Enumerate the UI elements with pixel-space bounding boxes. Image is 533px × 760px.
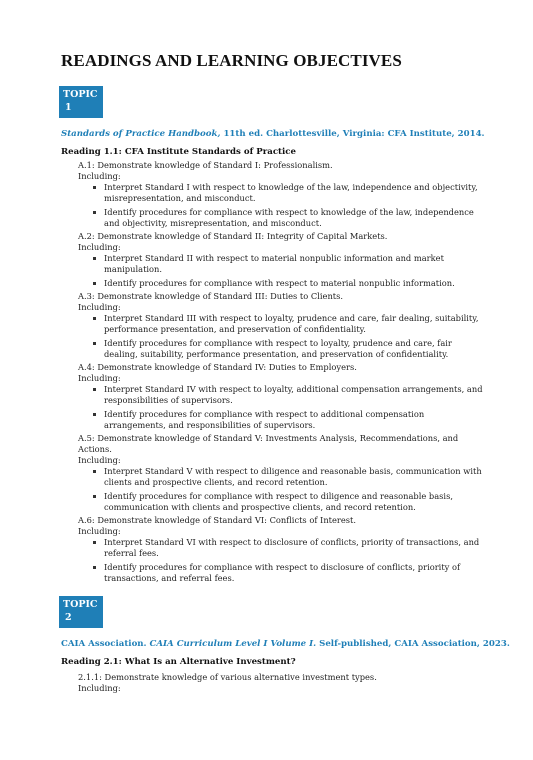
objective-a4-including: Including: bbox=[78, 373, 121, 383]
topic-2-source-publisher: CAIA Association. bbox=[61, 639, 150, 649]
objective-a4-bullet-1-cont: responsibilities of supervisors. bbox=[104, 395, 233, 405]
topic-2-source bbox=[61, 639, 510, 649]
bullet-icon bbox=[93, 495, 96, 498]
objective-a5-bullet-1: Interpret Standard V with respect to diligence and reasonable basis, communication with bbox=[104, 466, 482, 476]
objective-a4-bullet-2-cont: arrangements, and responsibilities of supervisors. bbox=[104, 419, 316, 430]
objective-a6-bullet-2: Identify procedures for compliance with respect to disclosure of conflicts, priority of bbox=[104, 561, 461, 572]
topic-1-source-details: 11th ed. Charlottesville, Virginia: CFA Institute, 2014. bbox=[220, 129, 485, 139]
objective-a6: A.6: Demonstrate knowledge of Standard VI: Conflicts of Interest. bbox=[78, 515, 357, 525]
bullet-icon bbox=[93, 388, 96, 391]
objective-a5-bullet-2-cont: communication with clients and prospective clients, and record retention. bbox=[104, 501, 416, 512]
objective-a4: A.4: Demonstrate knowledge of Standard IV: Duties to Employers. bbox=[78, 362, 357, 372]
bullet-icon bbox=[93, 186, 96, 189]
objective-a2: A.2: Demonstrate knowledge of Standard II: Integrity of Capital Markets. bbox=[78, 231, 388, 241]
objective-a6-bullet-2-cont: transactions, and referral fees. bbox=[104, 572, 235, 583]
bullet-icon bbox=[93, 413, 96, 416]
objective-a6-including: Including: bbox=[78, 526, 121, 536]
topic-1-source bbox=[61, 129, 485, 139]
bullet-icon bbox=[93, 257, 96, 260]
objective-a3-bullet-1: Interpret Standard III with respect to loyalty, prudence and care, fair dealing, suitability, bbox=[104, 313, 479, 323]
objective-a6-bullet-1: Interpret Standard VI with respect to disclosure of conflicts, priority of transactions, and bbox=[104, 537, 480, 547]
topic-1-label: TOPIC bbox=[63, 89, 98, 100]
page-title: READINGS AND LEARNING OBJECTIVES bbox=[61, 51, 402, 70]
topic-2-badge bbox=[59, 596, 103, 628]
bullet-icon bbox=[93, 541, 96, 544]
objective-a1-bullet-2: Identify procedures for compliance with respect to knowledge of the law, independence bbox=[104, 206, 474, 217]
bullet-icon bbox=[93, 470, 96, 473]
objective-a5-bullet-1-cont: clients and prospective clients, and record retention. bbox=[104, 477, 328, 487]
bullet-icon bbox=[93, 317, 96, 320]
objective-a4-bullet-1: Interpret Standard IV with respect to loyalty, additional compensation arrangements, and bbox=[104, 384, 483, 394]
topic-2-label: TOPIC bbox=[63, 599, 98, 610]
objective-a2-bullet-2: Identify procedures for compliance with respect to material nonpublic information. bbox=[104, 277, 455, 288]
objective-a5-bullet-2: Identify procedures for compliance with respect to diligence and reasonable basis, bbox=[104, 490, 453, 501]
objective-a5-including: Including: bbox=[78, 455, 121, 465]
objective-a6-bullet-1-cont: referral fees. bbox=[104, 548, 159, 558]
bullet-icon bbox=[93, 342, 96, 345]
topic-1-badge bbox=[59, 86, 103, 118]
topic-2-source-details: Self-published, CAIA Association, 2023. bbox=[316, 639, 510, 649]
objective-a3-bullet-2-cont: dealing, suitability, performance presentation, and preservation of confidentiality. bbox=[104, 348, 449, 359]
objective-a3-including: Including: bbox=[78, 302, 121, 312]
topic-2-number: 2 bbox=[65, 612, 72, 623]
objective-a1-bullet-2-cont: and objectivity, misrepresentation, and misconduct. bbox=[104, 217, 322, 228]
objective-a1-bullet-1-cont: misrepresentation, and misconduct. bbox=[104, 193, 256, 203]
objective-a1-including: Including: bbox=[78, 171, 121, 181]
objective-2-1-1: 2.1.1: Demonstrate knowledge of various alternative investment types. bbox=[78, 672, 377, 682]
objective-a2-bullet-1: Interpret Standard II with respect to material nonpublic information and market bbox=[104, 253, 444, 263]
objective-2-1-1-including: Including: bbox=[78, 683, 121, 693]
objective-a1-bullet-1: Interpret Standard I with respect to knowledge of the law, independence and objectivity, bbox=[104, 182, 478, 192]
objective-a2-bullet-1-cont: manipulation. bbox=[104, 264, 163, 274]
topic-1-source-title: Standards of Practice Handbook, bbox=[61, 129, 221, 139]
objective-a3: A.3: Demonstrate knowledge of Standard III: Duties to Clients. bbox=[78, 291, 344, 301]
reading-1-1-heading: Reading 1.1: CFA Institute Standards of Practice bbox=[61, 147, 296, 157]
objective-a2-including: Including: bbox=[78, 242, 121, 252]
bullet-icon bbox=[93, 566, 96, 569]
topic-1-number: 1 bbox=[65, 102, 72, 113]
objective-a5-cont: Actions. bbox=[78, 444, 112, 454]
bullet-icon bbox=[93, 211, 96, 214]
bullet-icon bbox=[93, 282, 96, 285]
objective-a1: A.1: Demonstrate knowledge of Standard I: Professionalism. bbox=[78, 160, 333, 170]
objective-a3-bullet-1-cont: performance presentation, and preservation of confidentiality. bbox=[104, 324, 366, 334]
objective-a3-bullet-2: Identify procedures for compliance with respect to loyalty, prudence and care, fair bbox=[104, 337, 452, 348]
objective-a4-bullet-2: Identify procedures for compliance with respect to additional compensation bbox=[104, 408, 425, 419]
objective-a5: A.5: Demonstrate knowledge of Standard V: Investments Analysis, Recommendations, and bbox=[78, 433, 459, 443]
reading-2-1-heading: Reading 2.1: What Is an Alternative Investment? bbox=[61, 657, 296, 667]
topic-2-source-title: CAIA Curriculum Level I Volume I. bbox=[149, 639, 317, 649]
